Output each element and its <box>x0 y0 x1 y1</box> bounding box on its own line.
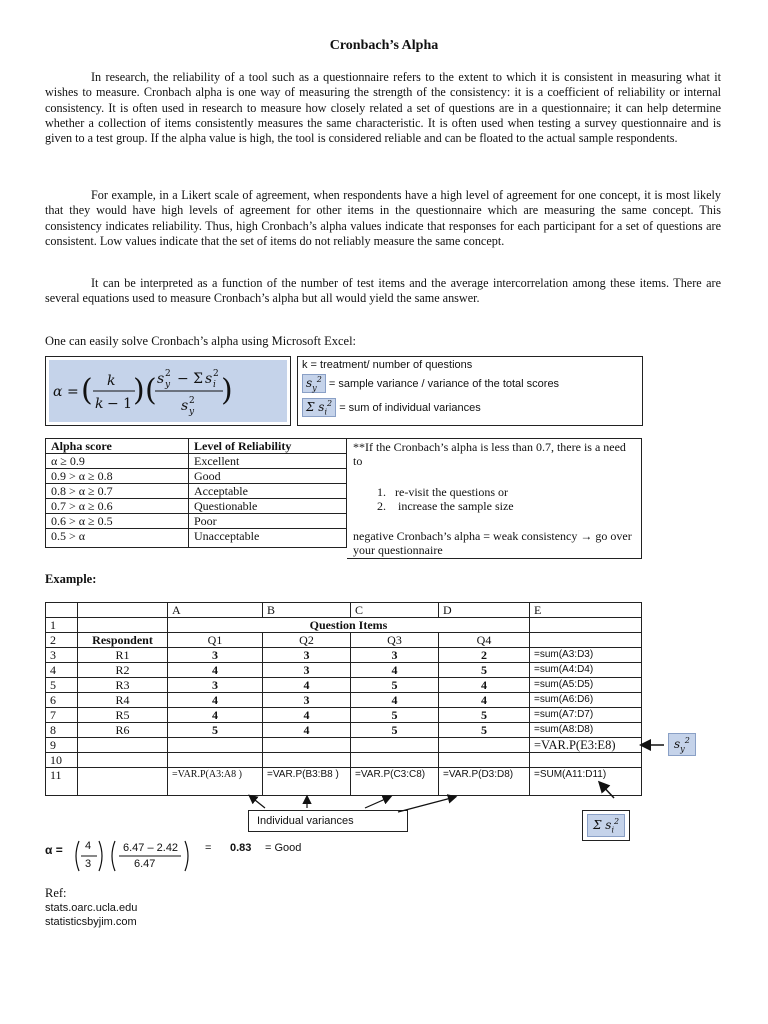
score-cell: 3 <box>351 648 439 663</box>
alpha-range: 0.5 > α <box>46 529 189 548</box>
respondent-header: Respondent <box>78 633 168 648</box>
header-level: Level of Reliability <box>189 439 347 454</box>
legend-sy-text: = sample variance / variance of the total scores <box>328 378 560 390</box>
row-number: 4 <box>46 663 78 678</box>
paragraph-intro-text: In research, the reliability of a tool such as a questionnaire refers to the extent to which it is consistent in measuring what it wishes to measure. Cronbach alpha is one way of measuring the strength of the consistency: it is a coefficient of reliability or internal consistency. It is often used in research to measure how closely related a set of questions are in a questionnaire; it can help determine whether a collection of items consistently measures the same characteristic. It is often used when testing a survey questionnaire and is given to a test group. If the alpha value is high, the tool is considered reliable and can be floated to the actual sample respondents. <box>45 70 721 146</box>
note-threshold: **If the Cronbach’s alpha is less than 0.7, there is a need to <box>353 440 626 468</box>
score-cell: 3 <box>263 663 351 678</box>
q-header: Q4 <box>439 633 530 648</box>
reliability-level: Poor <box>189 514 347 529</box>
ref-link-2: statisticsbyjim.com <box>45 916 137 928</box>
svg-text:(: ( <box>81 373 93 408</box>
col-letter-a: A <box>168 603 263 618</box>
page-title: Cronbach’s Alpha <box>329 38 439 53</box>
sy-callout-chip: $s_y^2$ <box>668 733 696 756</box>
header-alpha-score: Alpha score <box>46 439 189 454</box>
row-number: 5 <box>46 678 78 693</box>
svg-text:α: α <box>53 384 63 400</box>
calc-alpha-label: α = <box>45 843 63 857</box>
calc-result: 0.83 <box>230 842 252 854</box>
arrow-to-sum-variances <box>600 783 614 798</box>
alpha-range: 0.7 > α ≥ 0.6 <box>46 499 189 514</box>
svg-text:s: s <box>205 371 213 387</box>
score-cell: 3 <box>168 648 263 663</box>
svg-text:=: = <box>67 384 79 400</box>
row-number: 1 <box>46 618 78 633</box>
score-cell: 5 <box>168 723 263 738</box>
total-variance-formula: =VAR.P(E3:E8) <box>530 738 642 753</box>
score-cell: 5 <box>439 663 530 678</box>
svg-text:i: i <box>213 380 216 390</box>
sum-formula: =sum(A5:D5) <box>530 678 642 693</box>
reliability-level: Acceptable <box>189 484 347 499</box>
si-chip: Σ $s_i^2$ <box>302 398 336 417</box>
example-label: Example: <box>45 572 97 586</box>
svg-text:k: k <box>95 396 104 412</box>
score-cell: 4 <box>351 693 439 708</box>
respondent-id: R5 <box>78 708 168 723</box>
score-cell: 5 <box>439 708 530 723</box>
svg-text:2: 2 <box>213 369 219 379</box>
ref-label: Ref: <box>45 886 67 900</box>
score-cell: 5 <box>351 708 439 723</box>
row-number: 3 <box>46 648 78 663</box>
paragraph-example-text: For example, in a Likert scale of agreement, when respondents have a high level of agreement for one concept, it is most likely that they would have high levels of agreement for other items in the questionnaire which are measuring the same concept. This consistency indicates reliability. Thus, high Cronbach’s alpha values indicate that responses for each participant for a set of questions are consistent. Low values indicate that the set of items do not reliably measure the same concept. <box>45 188 721 248</box>
svg-text:): ) <box>133 373 145 408</box>
row-number: 2 <box>46 633 78 648</box>
svg-text:− 1: − 1 <box>107 396 133 412</box>
score-cell: 5 <box>439 723 530 738</box>
reliability-level: Questionable <box>189 499 347 514</box>
score-cell: 5 <box>351 723 439 738</box>
score-cell: 4 <box>263 708 351 723</box>
score-cell: 4 <box>263 723 351 738</box>
q-header: Q3 <box>351 633 439 648</box>
legend-si-text: = sum of individual variances <box>339 402 481 414</box>
question-items-header: Question Items <box>168 618 530 633</box>
si-callout-chip: Σ $s_i^2$ <box>587 814 625 837</box>
svg-text:y: y <box>189 407 195 417</box>
individual-variances-label: Individual variances <box>248 810 408 832</box>
sum-formula: =sum(A6:D6) <box>530 693 642 708</box>
calc-equals: = <box>205 842 212 854</box>
note-item-2-text: increase the sample size <box>398 499 514 513</box>
col-letter-c: C <box>351 603 439 618</box>
svg-text:y: y <box>165 380 171 390</box>
respondent-id: R3 <box>78 678 168 693</box>
row-number: 8 <box>46 723 78 738</box>
reliability-level: Good <box>189 469 347 484</box>
reliability-level: Unacceptable <box>189 529 347 548</box>
svg-text:s: s <box>157 371 165 387</box>
score-cell: 3 <box>168 678 263 693</box>
arrow-to-var-d <box>398 797 455 812</box>
calc-k: 4 <box>85 840 92 852</box>
score-cell: 4 <box>439 678 530 693</box>
sum-formula: =sum(A4:D4) <box>530 663 642 678</box>
variance-formula-b: =VAR.P(B3:B8 ) <box>263 768 351 796</box>
respondent-id: R1 <box>78 648 168 663</box>
alpha-range: α ≥ 0.9 <box>46 454 189 469</box>
note-item-1: 1. re-visit the questions or <box>377 485 508 499</box>
row-number: 10 <box>46 753 78 768</box>
calc-verdict: = Good <box>265 842 302 854</box>
col-letter-b: B <box>263 603 351 618</box>
score-cell: 2 <box>439 648 530 663</box>
score-cell: 4 <box>168 693 263 708</box>
svg-text:): ) <box>221 373 233 408</box>
respondent-id: R6 <box>78 723 168 738</box>
svg-text:k: k <box>107 373 116 389</box>
alpha-range: 0.9 > α ≥ 0.8 <box>46 469 189 484</box>
row-number: 6 <box>46 693 78 708</box>
q-header: Q2 <box>263 633 351 648</box>
variance-formula-d: =VAR.P(D3:D8) <box>439 768 530 796</box>
sum-formula: =sum(A3:D3) <box>530 648 642 663</box>
score-cell: 4 <box>168 708 263 723</box>
svg-text:(: ( <box>145 373 157 408</box>
calc-numerator: 6.47 – 2.42 <box>123 842 179 854</box>
svg-text:s: s <box>181 398 189 414</box>
score-cell: 5 <box>351 678 439 693</box>
row-number: 7 <box>46 708 78 723</box>
respondent-id: R2 <box>78 663 168 678</box>
note-item-2: 2. increase the sample size <box>377 499 514 513</box>
score-cell: 3 <box>263 693 351 708</box>
sum-formula: =sum(A8:D8) <box>530 723 642 738</box>
row-number: 11 <box>46 768 78 796</box>
col-letter-e: E <box>530 603 642 618</box>
legend-k: k = treatment/ number of questions <box>302 359 473 371</box>
score-cell: 4 <box>351 663 439 678</box>
respondent-id: R4 <box>78 693 168 708</box>
score-cell: 4 <box>439 693 530 708</box>
variance-formula-c: =VAR.P(C3:C8) <box>351 768 439 796</box>
arrow-to-var-a <box>250 796 265 808</box>
alpha-calculation <box>45 838 385 874</box>
score-cell: 4 <box>263 678 351 693</box>
calc-k-minus-1: 3 <box>85 858 92 870</box>
score-cell: 4 <box>168 663 263 678</box>
score-cell: 3 <box>263 648 351 663</box>
note-weak: negative Cronbach’s alpha = weak consistency → go over your questionnaire <box>353 529 632 557</box>
svg-text:2: 2 <box>165 369 171 379</box>
sy-chip: $s_y^2$ <box>302 374 326 393</box>
excel-intro: One can easily solve Cronbach’s alpha using Microsoft Excel: <box>45 334 357 348</box>
q-header: Q1 <box>168 633 263 648</box>
alpha-range: 0.8 > α ≥ 0.7 <box>46 484 189 499</box>
ref-link-1: stats.oarc.ucla.edu <box>45 902 138 914</box>
col-letter-d: D <box>439 603 530 618</box>
arrow-to-var-c <box>365 797 390 808</box>
reliability-level: Excellent <box>189 454 347 469</box>
note-item-1-text: re-visit the questions or <box>395 485 508 499</box>
alpha-range: 0.6 > α ≥ 0.5 <box>46 514 189 529</box>
svg-text:− Σ: − Σ <box>177 371 204 387</box>
sum-formula: =sum(A7:D7) <box>530 708 642 723</box>
row-number: 9 <box>46 738 78 753</box>
svg-text:2: 2 <box>189 396 195 406</box>
sum-variances-formula: =SUM(A11:D11) <box>530 768 642 796</box>
calc-denominator: 6.47 <box>134 858 156 870</box>
variance-formula-a: =VAR.P(A3:A8 ) <box>168 768 263 796</box>
paragraph-interpretation-text: It can be interpreted as a function of the number of test items and the average intercorrelation among these items. There are several equations used to measure Cronbach’s alpha but all would yield the same answer. <box>45 276 721 306</box>
